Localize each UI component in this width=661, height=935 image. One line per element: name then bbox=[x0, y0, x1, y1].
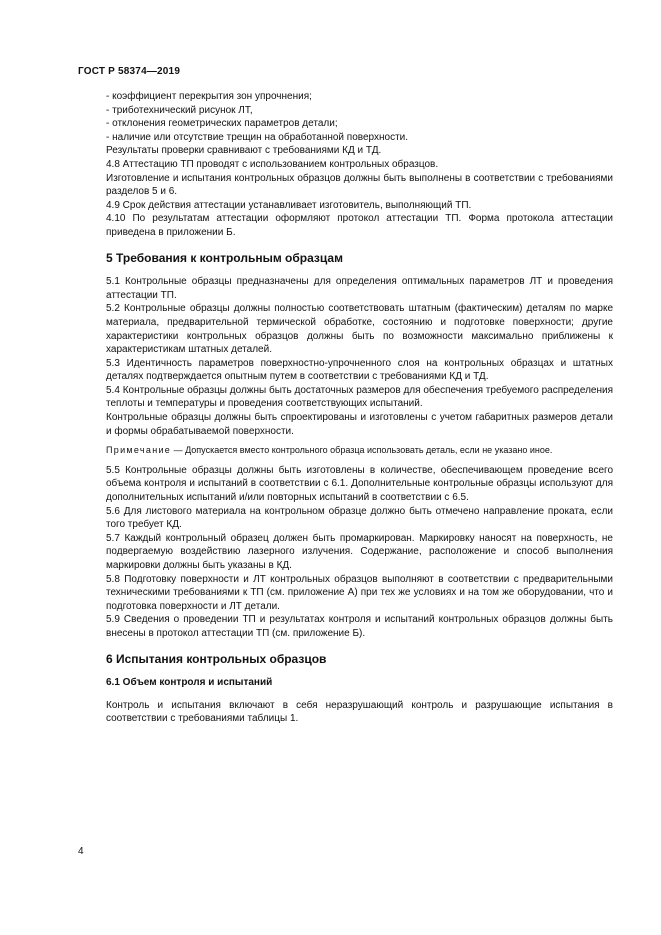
page-body bbox=[106, 90, 613, 726]
section-heading: 5 Требования к контрольным образцам bbox=[106, 250, 343, 265]
paragraph: 5.8 Подготовку поверхности и ЛТ контрольных образцов выполняют в соответствии с предварительными техническими требованиями к ТП (см. приложение А) при тех же условиях и на том же оборудовании, что и подготовка поверхности и ЛТ детали. bbox=[106, 573, 613, 612]
paragraph: 5.5 Контрольные образцы должны быть изготовлены в количестве, обеспечивающем проведение всего объема контроля и испытаний в соответствии с 6.1. Дополнительные контрольные образцы используют для дополнительных испытаний и/или повторных испытаний в соответствии с 6.5. bbox=[106, 464, 613, 504]
list-item: - коэффициент перекрытия зон упрочнения; bbox=[106, 91, 312, 102]
section-heading: 6 Испытания контрольных образцов bbox=[106, 651, 327, 666]
page-number: 4 bbox=[78, 846, 84, 857]
paragraph: Контроль и испытания включают в себя неразрушающий контроль и разрушающие испытания в соответствии с требованиями таблицы 1. bbox=[106, 699, 613, 725]
paragraph: 4.9 Срок действия аттестации устанавливает изготовитель, выполняющий ТП. bbox=[106, 199, 472, 211]
subsection-heading: 6.1 Объем контроля и испытаний bbox=[106, 677, 273, 689]
paragraph: 5.2 Контрольные образцы должны полностью соответствовать штатным (фактическим) деталям по марке материала, предварительной термической обработке, состоянию и подготовке поверхности; другие характеристики контрольных образцов должны быть по возможности максимально приближены к характеристикам штатных деталей. bbox=[106, 303, 613, 356]
note bbox=[106, 444, 613, 458]
paragraph: 5.1 Контрольные образцы предназначены для определения оптимальных параметров ЛТ и проведения аттестации ТП. bbox=[106, 276, 613, 301]
paragraph: 5.6 Для листового материала на контрольном образце должно быть отмечено направление проката, если того требует КД. bbox=[106, 505, 613, 531]
list-item: - отклонения геометрических параметров детали; bbox=[106, 118, 338, 130]
paragraph: Изготовление и испытания контрольных образцов должны быть выполнены в соответствии с требованиями разделов 5 и 6. bbox=[106, 172, 613, 198]
paragraph: Результаты проверки сравнивают с требованиями КД и ТД. bbox=[106, 145, 382, 157]
paragraph: 4.10 По результатам аттестации оформляют протокол аттестации ТП. Форма протокола аттестации приведена в приложении Б. bbox=[106, 213, 613, 238]
list-item: - наличие или отсутствие трещин на обработанной поверхности. bbox=[106, 131, 409, 143]
paragraph: 5.9 Сведения о проведении ТП и результатах контроля и испытаний контрольных образцов должны быть внесены в протокол аттестации ТП (см. приложение Б). bbox=[106, 614, 613, 639]
note-label: Примечание bbox=[106, 445, 172, 456]
paragraph: 5.4 Контрольные образцы должны быть достаточных размеров для обеспечения требуемого распределения теплоты и температуры и проведения соответствующих испытаний. bbox=[106, 384, 613, 410]
paragraph: 5.3 Идентичность параметров поверхностно-упрочненного слоя на контрольных образцах и штатных деталях подтверждается опытным путем в соответствии с требованиями КД и ТД. bbox=[106, 357, 613, 383]
running-header: ГОСТ Р 58374—2019 bbox=[78, 66, 181, 77]
note-text: — Допускается вместо контрольного образца использовать деталь, если не указано иное. bbox=[171, 445, 553, 456]
list-item: - триботехнический рисунок ЛТ, bbox=[106, 104, 253, 116]
paragraph: 4.8 Аттестацию ТП проводят с использованием контрольных образцов. bbox=[106, 158, 439, 170]
paragraph: Контрольные образцы должны быть спроектированы и изготовлены с учетом габаритных размеров детали и формы обрабатываемой поверхности. bbox=[106, 412, 613, 437]
paragraph: 5.7 Каждый контрольный образец должен быть промаркирован. Маркировку наносят на поверхность, не подвергаемую воздействию лазерного излучения. Содержание, расположение и способ выполнения маркировки должны быть указаны в КД. bbox=[106, 532, 613, 571]
